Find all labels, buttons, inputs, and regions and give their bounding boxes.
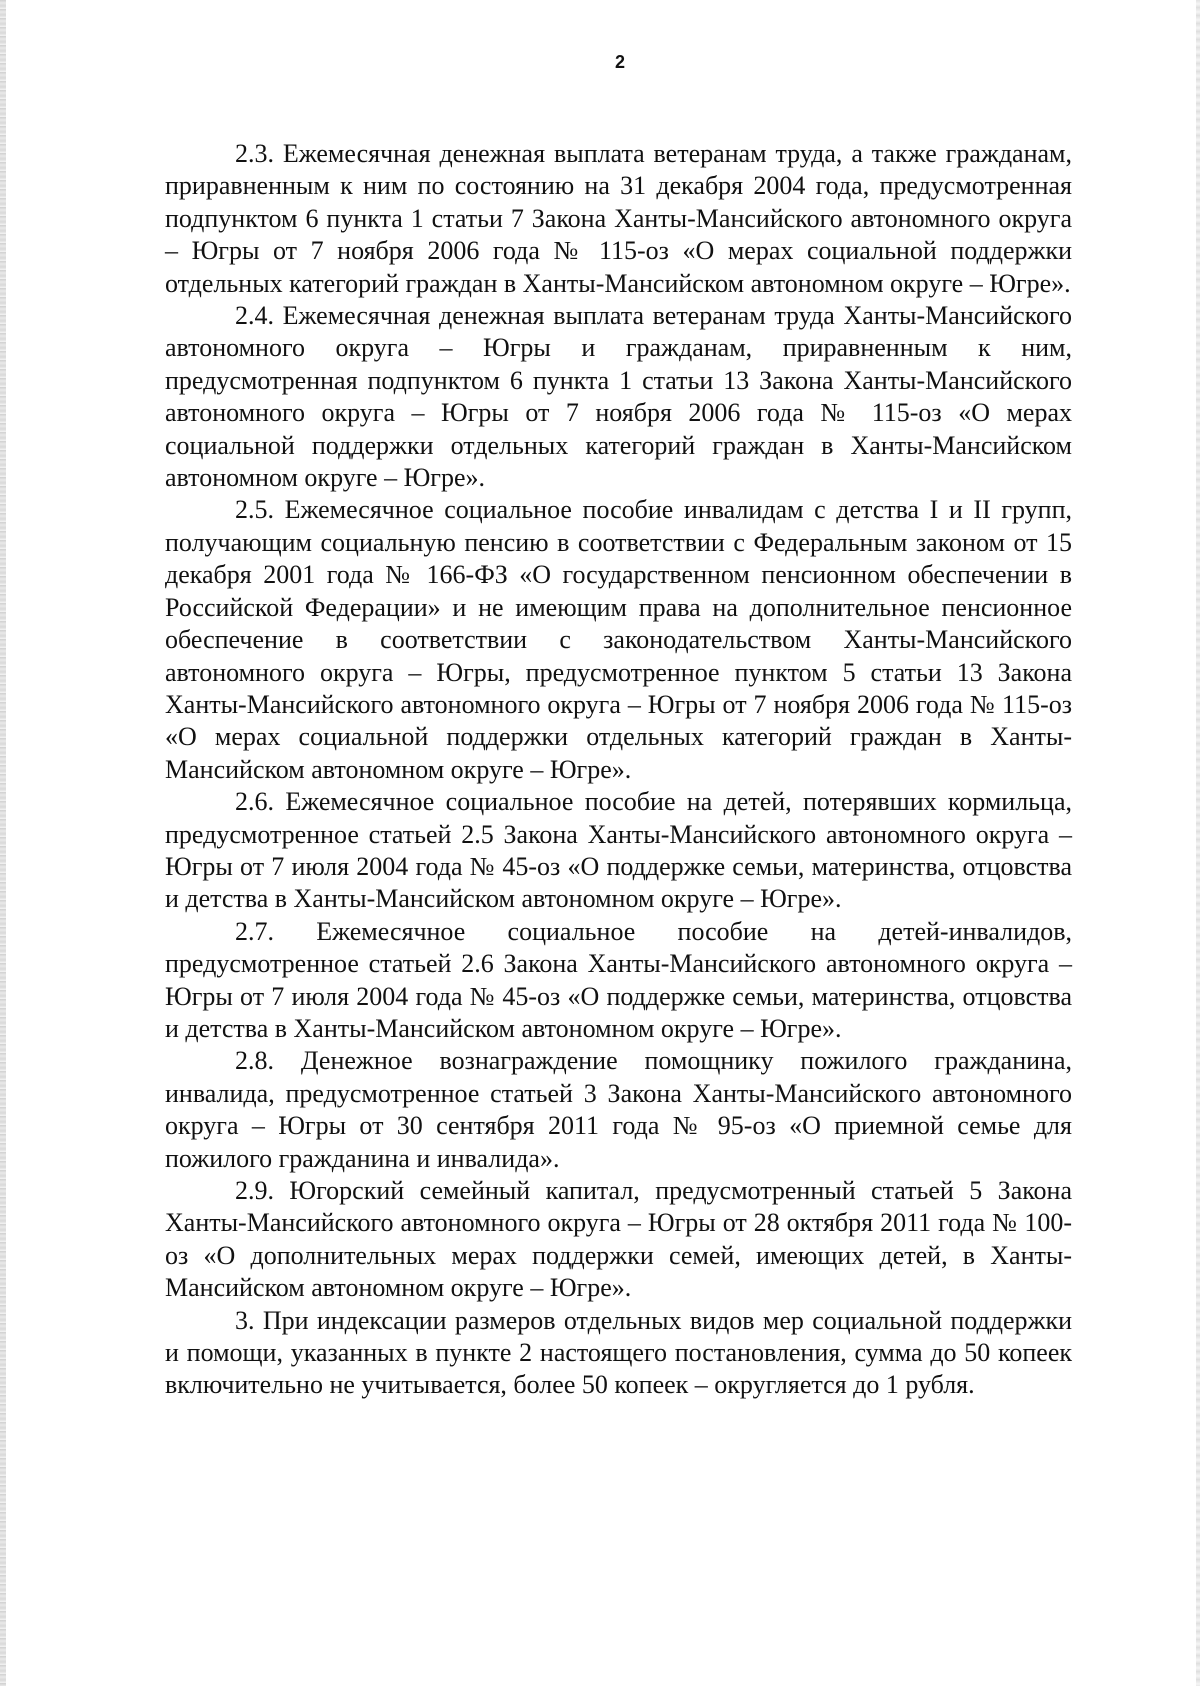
document-body — [165, 138, 1072, 1402]
paragraph-2-6: 2.6. Ежемесячное социальное пособие на детей, потерявших кормильца, предусмотренное статьей 2.5 Закона Ханты-Мансийского автономного округа – Югры от 7 июля 2004 года № 45-оз «О поддержке семьи, материнства, отцовства и детства в Ханты-Мансийском автономном округе – Югре». — [165, 787, 1072, 914]
paragraph-3: 3. При индексации размеров отдельных видов мер социальной поддержки и помощи, указанных в пункте 2 настоящего постановления, сумма до 50 копеек включительно не учитывается, более 50 копеек – округляется до 1 рубля. — [165, 1305, 1072, 1400]
page-number: 2 — [614, 52, 625, 72]
scan-edge-left — [0, 0, 6, 1686]
paragraph-2-5: 2.5. Ежемесячное социальное пособие инвалидам с детства I и II групп, получающим социальную пенсию в соответствии с Федеральным законом от 15 декабря 2001 года № 166-ФЗ «О государственном пенсионном обеспечении в Российской Федерации» и не имеющим права на дополнительное пенсионное обеспечение в соответствии с законодательством Ханты-Мансийского автономного округа – Югры, предусмотренное пунктом 5 статьи 13 Закона Ханты-Мансийского автономного округа – Югры от 7 ноября 2006 года № 115-оз «О мерах социальной поддержки отдельных категорий граждан в Ханты-Мансийском автономном округе – Югре». — [165, 495, 1072, 784]
paragraph-2-7: 2.7. Ежемесячное социальное пособие на детей-инвалидов, предусмотренное статьей 2.6 Закона Ханты-Мансийского автономного округа – Югры от 7 июля 2004 года № 45-оз «О поддержке семьи, материнства, отцовства и детства в Ханты-Мансийском автономном округе – Югре». — [165, 916, 1072, 1043]
scan-edge-right — [1196, 0, 1200, 1686]
paragraph-2-9: 2.9. Югорский семейный капитал, предусмотренный статьей 5 Закона Ханты-Мансийского автономного округа – Югры от 28 октября 2011 года № 100-оз «О дополнительных мерах поддержки семей, имеющих детей, в Ханты-Мансийском автономном округе – Югре». — [165, 1176, 1072, 1303]
paragraph-2-3: 2.3. Ежемесячная денежная выплата ветеранам труда, а также гражданам, приравненным к ним по состоянию на 31 декабря 2004 года, предусмотренная подпунктом 6 пункта 1 статьи 7 Закона Ханты-Мансийского автономного округа – Югры от 7 ноября 2006 года № 115-оз «О мерах социальной поддержки отдельных категорий граждан в Ханты-Мансийском автономном округе – Югре». — [165, 139, 1072, 298]
paragraph-2-8: 2.8. Денежное вознаграждение помощнику пожилого гражданина, инвалида, предусмотренное статьей 3 Закона Ханты-Мансийского автономного округа – Югры от 30 сентября 2011 года № 95-оз «О приемной семье для пожилого гражданина и инвалида». — [165, 1046, 1072, 1173]
paragraph-2-4: 2.4. Ежемесячная денежная выплата ветеранам труда Ханты-Мансийского автономного округа – Югры и гражданам, приравненным к ним, предусмотренная подпунктом 6 пункта 1 статьи 13 Закона Ханты-Мансийского автономного округа – Югры от 7 ноября 2006 года № 115-оз «О мерах социальной поддержки отдельных категорий граждан в Ханты-Мансийском автономном округе – Югре». — [165, 301, 1072, 493]
